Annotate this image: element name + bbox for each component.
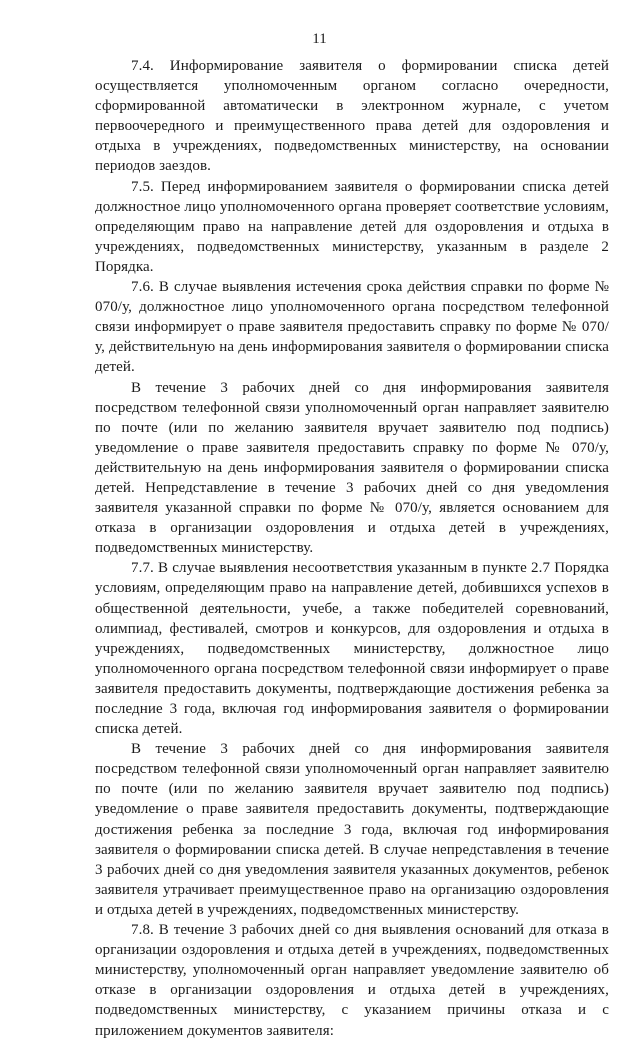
paragraph-7-7: 7.7. В случае выявления несоответствия указанным в пункте 2.7 Порядка условиям, определяющим право на направление детей, добившихся успехов в общественной деятельности, учебе, а также победителей соревнований, олимпиад, фестивалей, смотров и конкурсов, для оздоровления и отдыха в учреждениях, подведомственных министерству, должностное лицо уполномоченного органа посредством телефонной связи информирует о праве заявителя предоставить документы, подтверждающие достижения ребенка за последние 3 года, включая год информирования заявителя о формировании списка детей. <box>95 560 609 738</box>
paragraph-7-5: 7.5. Перед информированием заявителя о формировании списка детей должностное лицо уполномоченного органа проверяет соответствие условиям, определяющим право на направление детей для оздоровления и отдыха в учреждениях, подведомственных министерству, указанным в разделе 2 Порядка. <box>95 178 609 275</box>
paragraph-7-4: 7.4. Информирование заявителя о формировании списка детей осуществляется уполномоченным органом согласно очередности, сформированной автоматически в электронном журнале, с учетом первоочередного и преимущественного права детей для оздоровления и отдыха в учреждениях, подведомственных министерству, на основании периодов заездов. <box>95 58 609 175</box>
paragraph-7-8: 7.8. В течение 3 рабочих дней со дня выявления оснований для отказа в организации оздоровления и отдыха детей в учреждениях, подведомственных министерству, уполномоченный орган направляет уведомление заявителю об отказе в организации оздоровления и отдыха детей в учреждениях, подведомственных министерству, с указанием причины отказа и с приложением документов заявителя: <box>95 922 609 1039</box>
paragraph-7-7-continuation: В течение 3 рабочих дней со дня информирования заявителя посредством телефонной связи уполномоченный орган направляет заявителю по почте (или по желанию заявителя вручает заявителю под подпись) уведомление о праве заявителя предоставить документы, подтверждающие достижения ребенка за последние 3 года, включая год информирования заявителя о формировании списка детей. В случае непредставления в течение 3 рабочих дней со дня уведомления заявителя указанных документов, ребенок заявителя утрачивает преимущественное право на организацию оздоровления и отдыха детей в учреждениях, подведомственных министерству. <box>95 741 609 918</box>
paragraph-7-6-continuation: В течение 3 рабочих дней со дня информирования заявителя посредством телефонной связи уполномоченный орган направляет заявителю по почте (или по желанию заявителя вручает заявителю под подпись) уведомление о праве заявителя предоставить справку по форме № 070/у, действительную на день информирования заявителя о формировании списка детей. Непредставление в течение 3 рабочих дней со дня уведомления заявителя указанной справки по форме № 070/у, является основанием для отказа в организации оздоровления и отдыха детей в учреждениях, подведомственных министерству. <box>95 379 609 557</box>
document-body <box>95 56 609 1041</box>
page-number: 11 <box>312 31 327 47</box>
paragraph-7-6: 7.6. В случае выявления истечения срока действия справки по форме № 070/у, должностное лицо уполномоченного органа посредством телефонной связи информирует о праве заявителя предоставить справку по форме № 070/у, действительную на день информирования заявителя о формировании списка детей. <box>95 279 609 376</box>
